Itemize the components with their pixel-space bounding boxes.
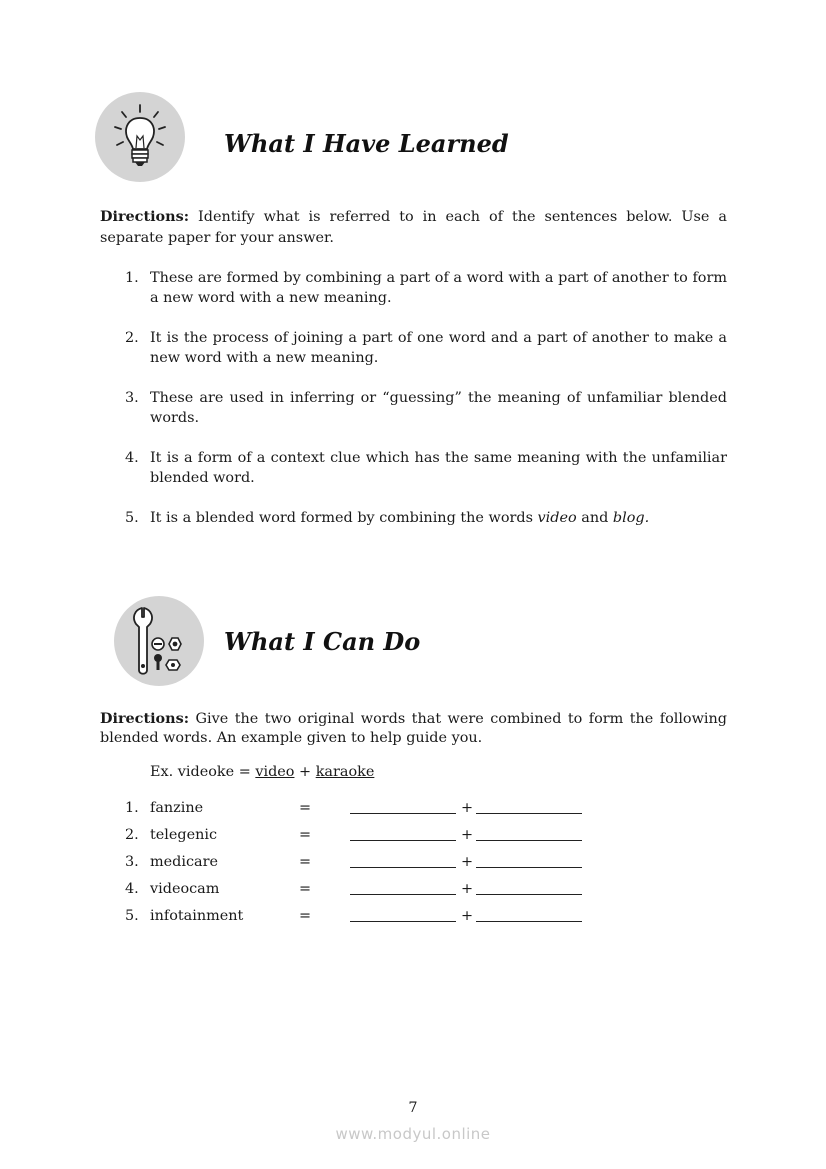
answer-blank — [350, 921, 456, 922]
blend-row — [100, 825, 600, 847]
section-title-what-i-have-learned: What I Have Learned — [224, 129, 509, 158]
blended-word: telegenic — [150, 827, 218, 843]
blended-word: infotainment — [150, 908, 244, 924]
blend-row — [100, 798, 600, 820]
answer-blank — [476, 813, 582, 814]
item-number: 3. — [125, 854, 139, 870]
example-word: karaoke — [315, 764, 375, 780]
directions-text: Identify what is referred to in each of the sentences below. Use a separate paper for your answer. — [100, 209, 727, 246]
directions-learned — [100, 206, 727, 249]
page-number: 7 — [408, 1100, 418, 1116]
item-number: 1. — [125, 800, 139, 816]
plus-sign: + — [461, 827, 474, 843]
question-text-part: and — [576, 510, 613, 526]
section-title-what-i-can-do: What I Can Do — [224, 627, 421, 656]
question-number: 4. — [125, 450, 139, 466]
answer-blank — [476, 894, 582, 895]
answer-blank — [350, 813, 456, 814]
equals-sign: = — [299, 881, 312, 897]
equals-sign: = — [299, 827, 312, 843]
directions-label: Directions: — [100, 208, 190, 225]
example-prefix: Ex. videoke = — [150, 764, 256, 780]
blended-word: medicare — [150, 854, 219, 870]
question-number: 1. — [125, 270, 139, 286]
answer-blank — [350, 894, 456, 895]
tools-icon — [114, 596, 204, 686]
answer-blank — [476, 867, 582, 868]
answer-blank — [476, 840, 582, 841]
example-plus: + — [294, 764, 316, 780]
example-word: video — [255, 764, 295, 780]
equals-sign: = — [299, 800, 312, 816]
plus-sign: + — [461, 881, 474, 897]
answer-blank — [350, 867, 456, 868]
plus-sign: + — [461, 854, 474, 870]
answer-blank — [476, 921, 582, 922]
question-text: It is the process of joining a part of one word and a part of another to make a new word with a new meaning. — [150, 330, 727, 366]
directions-label: Directions: — [100, 710, 190, 727]
lightbulb-icon — [95, 92, 185, 182]
blend-row — [100, 879, 600, 901]
item-number: 2. — [125, 827, 139, 843]
question-text: These are formed by combining a part of a word with a part of another to form a new word with a new meaning. — [150, 270, 727, 306]
item-number: 5. — [125, 908, 139, 924]
equals-sign: = — [299, 908, 312, 924]
emphasis-word: video — [537, 510, 577, 526]
answer-blank — [350, 840, 456, 841]
question-text — [150, 508, 727, 528]
question-number: 3. — [125, 390, 139, 406]
directions-cando — [100, 709, 727, 748]
question-number: 5. — [125, 510, 139, 526]
question-text: These are used in inferring or “guessing” the meaning of unfamiliar blended words. — [150, 390, 727, 426]
question-number: 2. — [125, 330, 139, 346]
blended-word: videocam — [150, 881, 220, 897]
plus-sign: + — [461, 908, 474, 924]
emphasis-word: blog. — [612, 510, 650, 526]
item-number: 4. — [125, 881, 139, 897]
example-line — [150, 762, 374, 782]
directions-text: Give the two original words that were combined to form the following blended words. An example given to help guide you. — [100, 711, 727, 746]
watermark: www.modyul.online — [335, 1125, 491, 1143]
question-text-part: It is a blended word formed by combining the words — [150, 510, 538, 526]
blended-word: fanzine — [150, 800, 204, 816]
plus-sign: + — [461, 800, 474, 816]
blend-row — [100, 852, 600, 874]
blend-row — [100, 906, 600, 928]
equals-sign: = — [299, 854, 312, 870]
question-text: It is a form of a context clue which has the same meaning with the unfamiliar blended word. — [150, 450, 727, 486]
